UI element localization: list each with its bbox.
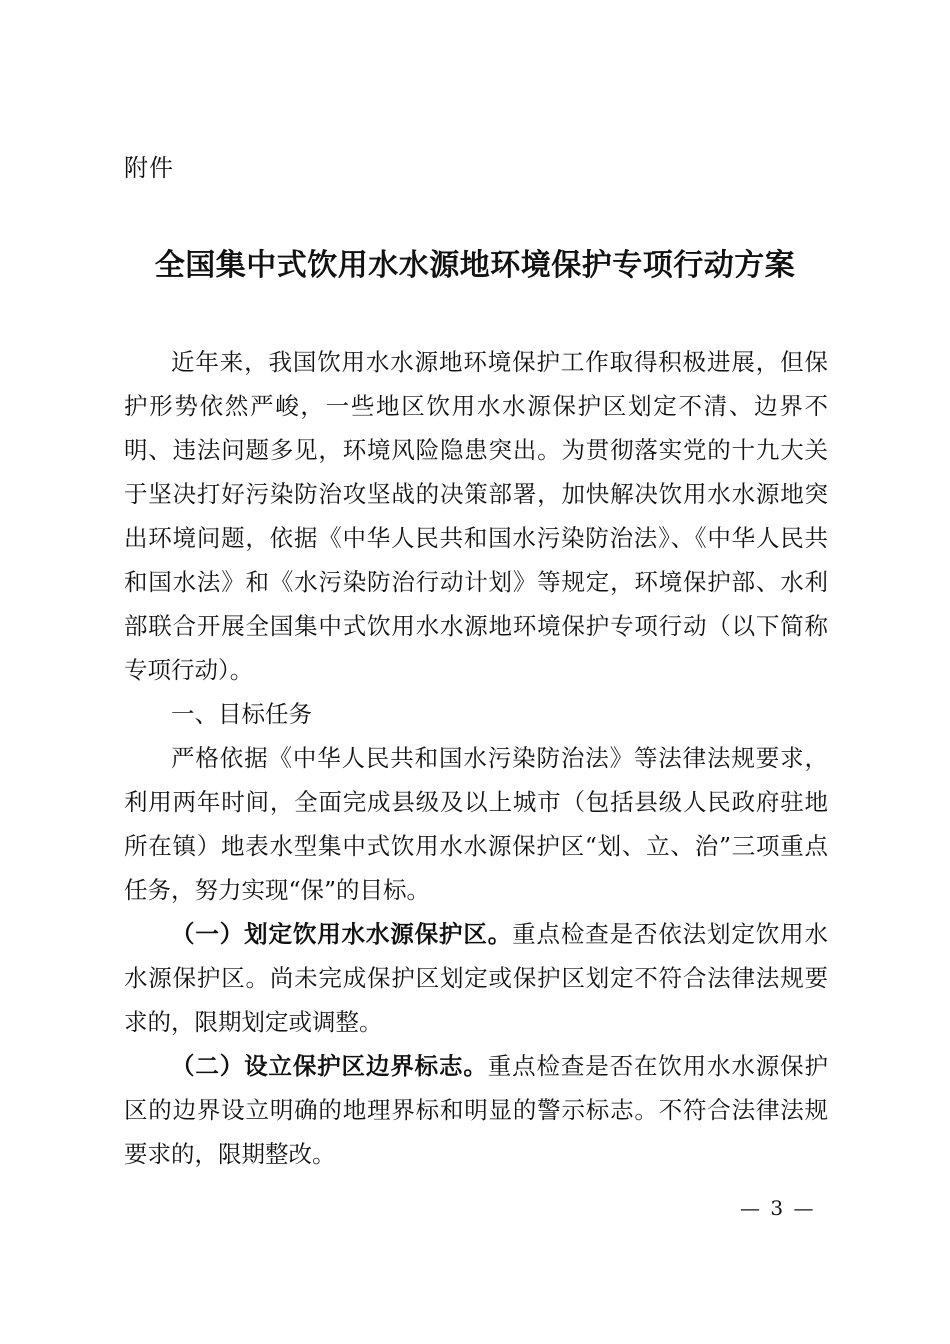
goals-paragraph: 严格依据《中华人民共和国水污染防治法》等法律法规要求，利用两年时间，全面完成县级及以上城市（包括县级人民政府驻地所在镇）地表水型集中式饮用水水源保护区“划、立、治”三项重点任务，努力实现“保”的目标。 bbox=[124, 744, 828, 904]
item-2-lead: （二）设立保护区边界标志。 bbox=[171, 1052, 488, 1080]
section-heading-goals: 一、目标任务 bbox=[171, 700, 312, 728]
document-title: 全国集中式饮用水水源地环境保护专项行动方案 bbox=[154, 248, 796, 283]
attachment-label: 附件 bbox=[124, 154, 174, 182]
intro-paragraph: 近年来，我国饮用水水源地环境保护工作取得积极进展，但保护形势依然严峻，一些地区饮用水水源保护区划定不清、边界不明、违法问题多见，环境风险隐患突出。为贯彻落实党的十九大关于坚决打好污染防治攻坚战的决策部署，加快解决饮用水水源地突出环境问题，依据《中华人民共和国水污染防治法》、《中华人民共和国水法》和《水污染防治行动计划》等规定，环境保护部、水利部联合开展全国集中式饮用水水源地环境保护专项行动（以下简称专项行动）。 bbox=[124, 348, 828, 684]
item-2-text: 重点检查是否在饮用水水源保护区的边界设立明确的地理界标和明显的警示标志。不符合法律法规要求的，限期整改。 bbox=[124, 1052, 828, 1168]
item-1-text: 重点检查是否依法划定饮用水水源保护区。尚未完成保护区划定或保护区划定不符合法律法规要求的，限期划定或调整。 bbox=[124, 920, 829, 1036]
page-number: — 3 — bbox=[740, 1196, 816, 1220]
document-body bbox=[124, 340, 828, 1176]
item-1-paragraph bbox=[124, 912, 828, 1044]
item-2-paragraph bbox=[124, 1044, 828, 1176]
item-1-lead: （一）划定饮用水水源保护区。 bbox=[171, 920, 513, 948]
